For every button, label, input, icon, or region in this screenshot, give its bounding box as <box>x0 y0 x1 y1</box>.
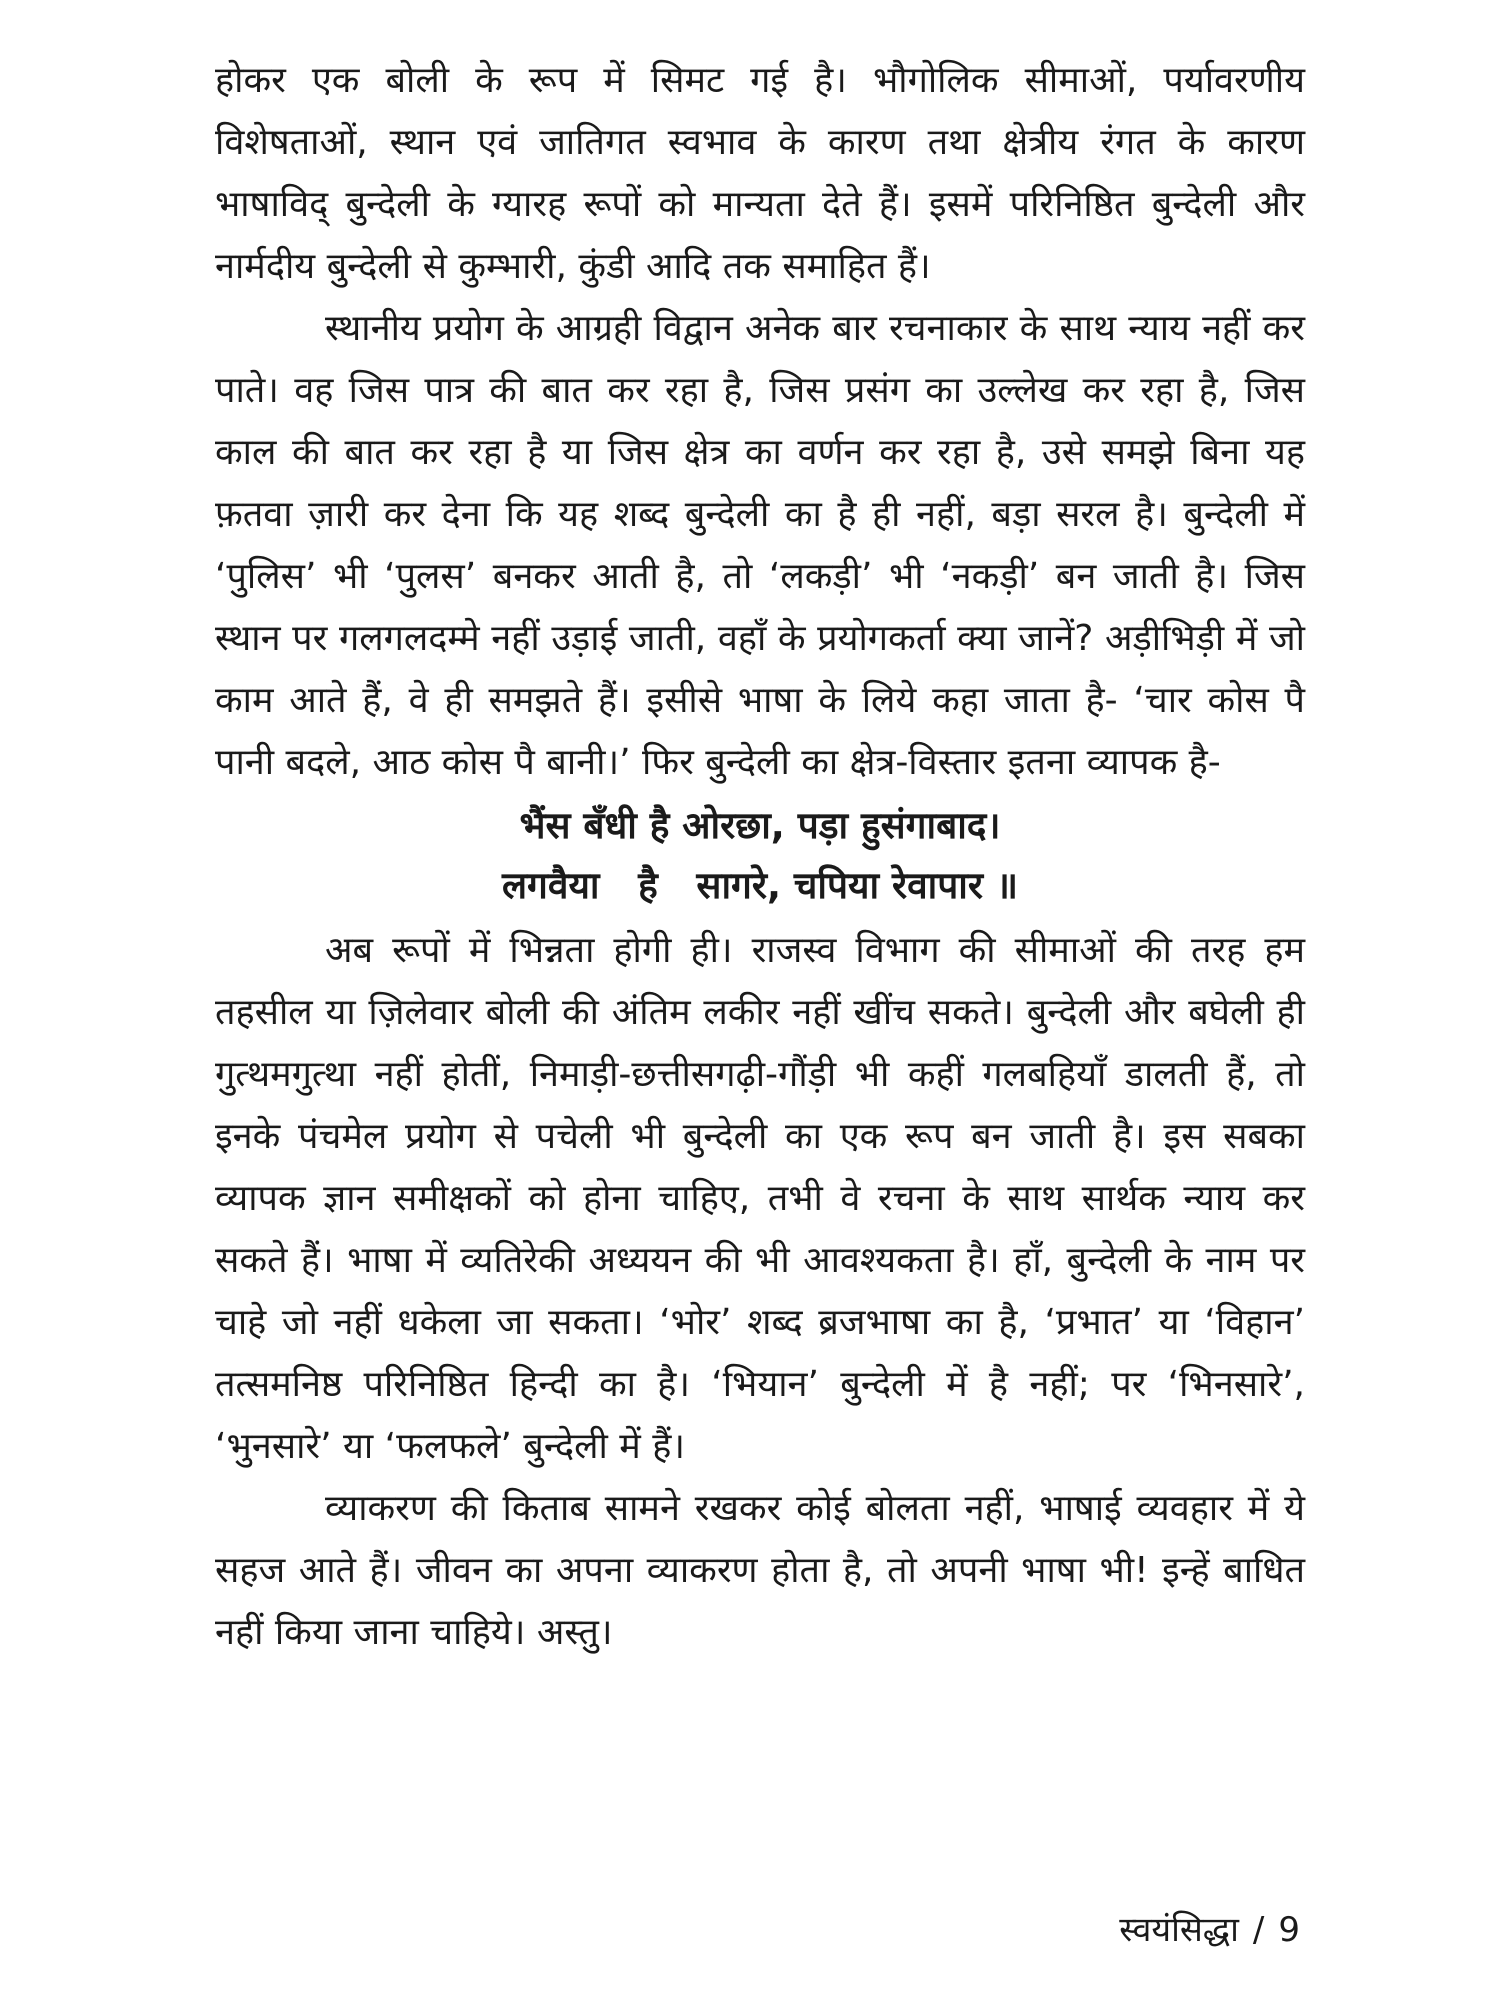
paragraph-4: व्याकरण की किताब सामने रखकर कोई बोलता नहीं, भाषाई व्यवहार में ये सहज आते हैं। जीवन का अपना व्याकरण होता है, तो अपनी भाषा भी! इन्हें बाधित नहीं किया जाना चाहिये। अस्तु। <box>215 1488 1305 1653</box>
footer-separator: / <box>1252 1910 1265 1950</box>
verse-line-2: लगवैया है सागरे, चपिया रेवापार ॥ <box>501 864 1019 907</box>
paragraph-3: अब रूपों में भिन्नता होगी ही। राजस्व विभाग की सीमाओं की तरह हम तहसील या ज़िलेवार बोली की अंतिम लकीर नहीं खींच सकते। बुन्देली और बघेली ही गुत्थमगुत्था नहीं होतीं, निमाड़ी-छत्तीसगढ़ी-गौंड़ी भी कहीं गलबहियाँ डालती हैं, तो इनके पंचमेल प्रयोग से पचेली भी बुन्देली का एक रूप बन जाती है। इस सबका व्यापक ज्ञान समीक्षकों को होना चाहिए, तभी वे रचना के साथ सार्थक न्याय कर सकते हैं। भाषा में व्यतिरेकी अध्ययन की भी आवश्यकता है। हाँ, बुन्देली के नाम पर चाहे जो नहीं धकेला जा सकता। ‘भोर’ शब्द ब्रजभाषा का है, ‘प्रभात’ या ‘विहान’ तत्समनिष्ठ परिनिष्ठित हिन्दी का है। ‘भियान’ बुन्देली में है नहीं; पर ‘भिनसारे’, ‘भुनसारे’ या ‘फलफले’ बुन्देली में हैं। <box>215 930 1305 1467</box>
page-body <box>215 50 1305 1664</box>
paragraph-1: होकर एक बोली के रूप में सिमट गई है। भौगोलिक सीमाओं, पर्यावरणीय विशेषताओं, स्थान एवं जातिगत स्वभाव के कारण तथा क्षेत्रीय रंगत के कारण भाषाविद् बुन्देली के ग्यारह रूपों को मान्यता देते हैं। इसमें परिनिष्ठित बुन्देली और नार्मदीय बुन्देली से कुम्भारी, कुंडी आदि तक समाहित हैं। <box>215 60 1305 287</box>
paragraph-2: स्थानीय प्रयोग के आग्रही विद्वान अनेक बार रचनाकार के साथ न्याय नहीं कर पाते। वह जिस पात्र की बात कर रहा है, जिस प्रसंग का उल्लेख कर रहा है, जिस काल की बात कर रहा है या जिस क्षेत्र का वर्णन कर रहा है, उसे समझे बिना यह फ़तवा ज़ारी कर देना कि यह शब्द बुन्देली का है ही नहीं, बड़ा सरल है। बुन्देली में ‘पुलिस’ भी ‘पुलस’ बनकर आती है, तो ‘लकड़ी’ भी ‘नकड़ी’ बन जाती है। जिस स्थान पर गलगलदम्मे नहीं उड़ाई जाती, वहाँ के प्रयोगकर्ता क्या जानें? अड़ीभिड़ी में जो काम आते हैं, वे ही समझते हैं। इसीसे भाषा के लिये कहा जाता है- ‘चार कोस पै पानी बदले, आठ कोस पै बानी।’ फिर बुन्देली का क्षेत्र-विस्तार इतना व्यापक है- <box>215 308 1305 783</box>
page-footer <box>1119 1905 1300 1951</box>
verse-couplet <box>215 796 1305 916</box>
page-number: 9 <box>1278 1910 1300 1950</box>
verse-line-1: भैंस बँधी है ओरछा, पड़ा हुसंगाबाद। <box>519 804 1001 847</box>
book-title: स्वयंसिद्धा <box>1119 1910 1239 1950</box>
